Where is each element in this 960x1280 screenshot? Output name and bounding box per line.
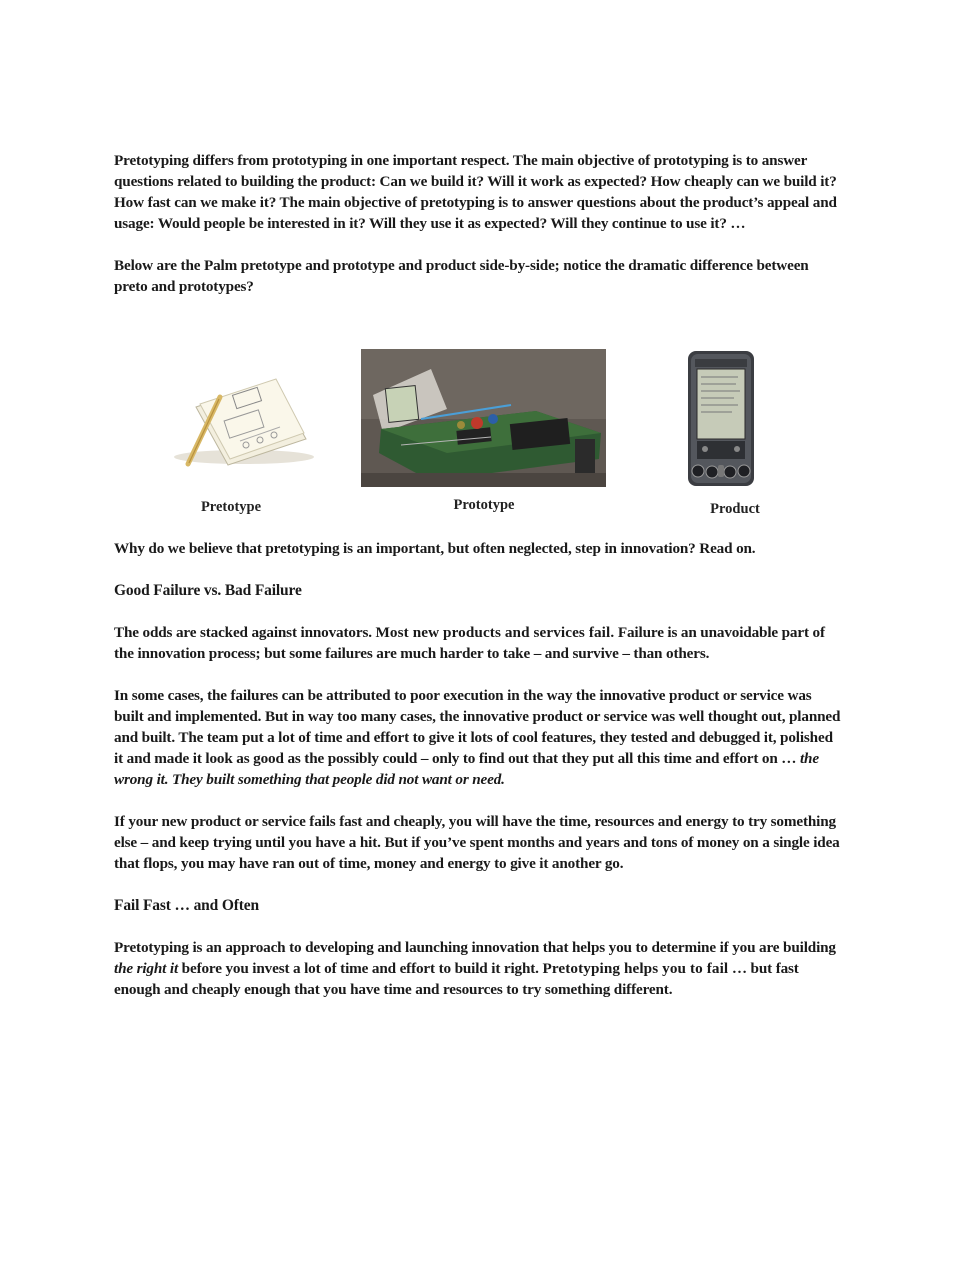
product-device-image [688,351,754,486]
document-body [114,150,844,1000]
pretotyping-text-right-it: the right it [114,960,179,977]
prototype-board-image [361,349,606,487]
cases-text-a: In some cases, the failures can be attributed to poor execution in the way the innovative product or service was built and implemented. But in way too many cases, the innovative product or service was well thought out, planned and built. The team put a lot of time and effort to give it lots of cool features, they tested and debugged it, polished it and made it look as good as the possibly could – only to find out that they put all this time and effort on … [114,687,841,767]
pretotyping-text-emphasis: Pretotyping helps you to fail [542,960,729,977]
cases-text-emphasis: the wrong it. They built something that people did not want or need. [114,750,819,788]
odds-text-emphasis: Most new products and services fail. [375,624,615,641]
odds-text-c: Failure is an unavoidable part of the innovation process; but some failures are much harder to take – and survive – than others. [114,624,825,662]
why-paragraph: Why do we believe that pretotyping is an important, but often neglected, step in innovation? Read on. [114,540,756,557]
odds-paragraph [114,622,844,664]
prototype-caption: Prototype [453,497,515,513]
cases-paragraph [114,685,844,790]
pretotyping-text-c: before you invest a lot of time and effort to build it right. [178,960,543,977]
fail-fast-paragraph: If your new product or service fails fast and cheaply, you will have the time, resources and energy to try something else – and keep trying until you have a hit. But if you’ve spent months and years and tons of money on a single idea that flops, you may have ran out of time, money and energy to give it another go. [114,813,840,872]
section-heading-fail-fast: Fail Fast … and Often [114,897,259,914]
pretotype-caption: Pretotype [200,499,262,515]
pretotype-sketch-image [156,369,316,469]
palm-figure-row [114,349,844,519]
product-caption: Product [710,501,760,517]
pretotyping-text-e: … but fast enough and cheaply enough that you have time and resources to try something different. [114,960,799,998]
pretotyping-text-a: Pretotyping is an approach to developing and launching innovation that helps you to determine if you are building [114,939,836,956]
pretotyping-paragraph [114,937,844,1000]
intro-paragraph: Pretotyping differs from prototyping in one important respect. The main objective of prototyping is to answer questions related to building the product: Can we build it? Will it work as expected? How cheaply can we build it? How fast can we make it? The main objective of pretotyping is to answer questions about the product’s appeal and usage: Would people be interested in it? Will they use it as expected? Will they continue to use it? … [114,152,837,232]
section-heading-good-failure: Good Failure vs. Bad Failure [114,582,302,599]
comparison-paragraph: Below are the Palm pretotype and prototype and product side-by-side; notice the dramatic difference between preto and prototypes? [114,257,809,295]
odds-text-a: The odds are stacked against innovators. [114,624,376,641]
